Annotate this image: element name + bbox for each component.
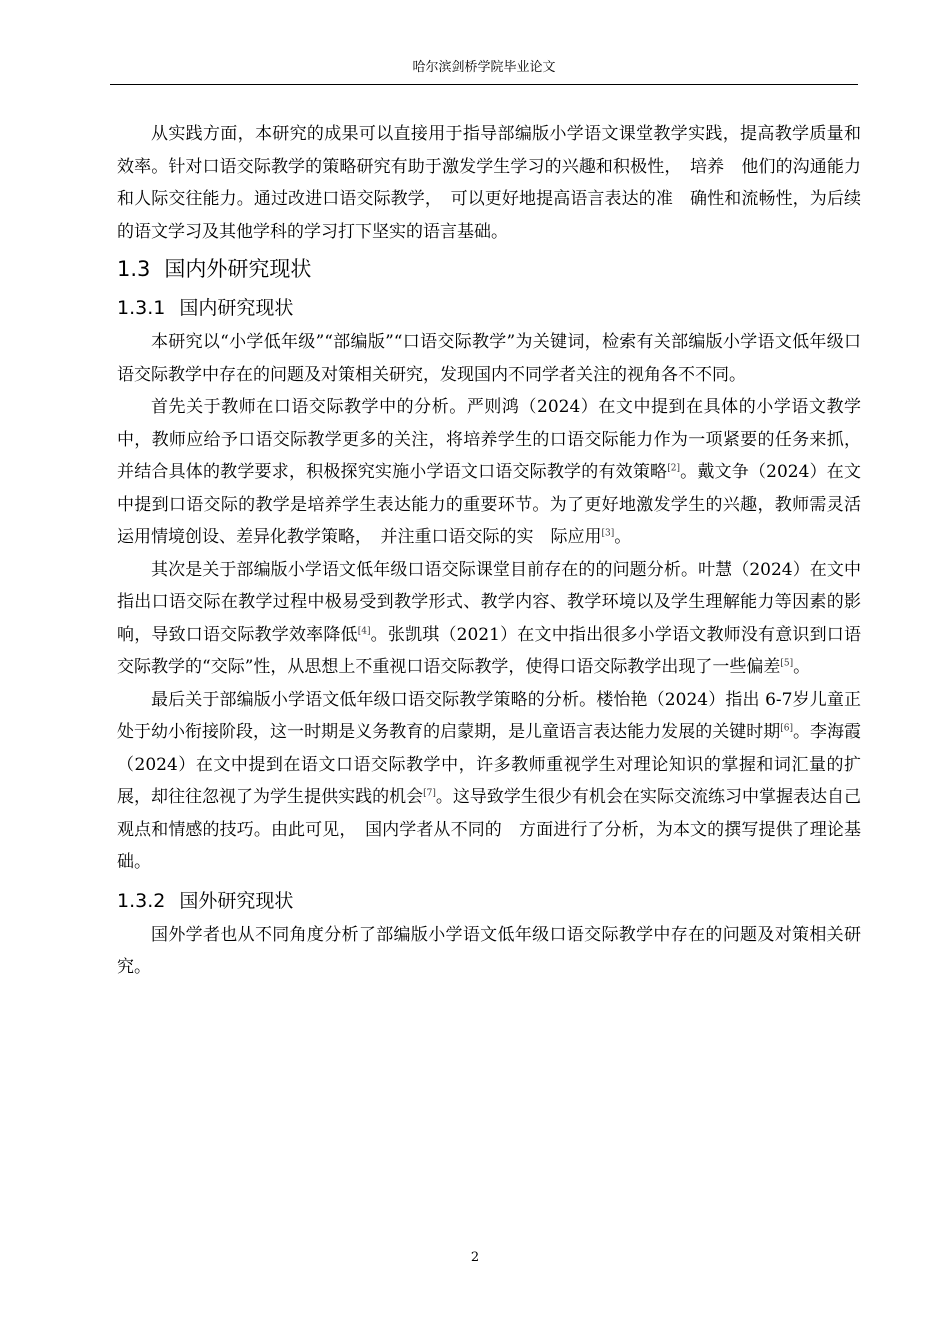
heading-number: 1.3.1: [117, 297, 166, 319]
paragraph-strategy-analysis: [117, 684, 861, 879]
heading-title: 国内外研究现状: [164, 257, 312, 281]
citation-ref-2: [2]: [667, 463, 680, 474]
citation-ref-3: [3]: [601, 528, 615, 539]
page-header-title: 哈尔滨剑桥学院毕业论文: [412, 60, 556, 75]
paragraph-domestic-intro: 本研究以“小学低年级”“部编版”“口语交际教学”为关键词，检索有关部编版小学语文低年级口语交际教学中存在的问题及对策相关研究，发现国内不同学者关注的视角各不不同。: [117, 332, 861, 385]
heading-1-3-2: [117, 885, 861, 917]
heading-1-3-1: [117, 292, 861, 324]
document-body: [117, 118, 861, 984]
paragraph-teacher-analysis: [117, 391, 861, 554]
text-run: 首先关于教师在口语交际教学中的分析。严则鸿（2024）在文中提到在具体的小学语文教学中，教师应给予口语交际教学更多的关注，将培养学生的口语交际能力作为一项紧要的任务来抓，并结合具体的教学要求，积极探究实施小学语文口语交际教学的有效策略: [117, 397, 861, 482]
heading-number: 1.3.2: [117, 889, 166, 912]
page-number: 2: [470, 1250, 480, 1265]
heading-title: 国内研究现状: [179, 297, 294, 319]
text-run: 。这导致学生很少有机会在实际交流练习中掌握表达自己观点和情感的技巧。由此可见， 国内学者从不同的 方面进行了分析，为本文的撰写提供了理论基础。: [117, 787, 862, 872]
heading-1-3: [117, 252, 861, 286]
heading-number: 1.3: [117, 257, 151, 281]
text-run: 其次是关于部编版小学语文低年级口语交际课堂目前存在的的问题分析。叶慧（2024）在文中指出口语交际在教学过程中极易受到教学形式、教学内容、教学环境以及学生理解能力等因素的影响，导致口语交际教学效率降低: [117, 559, 861, 645]
citation-ref-5: [5]: [780, 658, 794, 669]
text-run: 。: [793, 657, 811, 677]
citation-ref-4: [4]: [357, 625, 371, 636]
heading-title: 国外研究现状: [179, 889, 294, 912]
text-run: 。戴文争（2024）在文中提到口语交际的教学是培养学生表达能力的重要环节。为了更好地激发学生的兴趣，教师需灵活运用情境创设、差异化教学策略， 并注重口语交际的实 际应用: [117, 462, 862, 547]
paragraph-foreign-intro: 国外学者也从不同角度分析了部编版小学语文低年级口语交际教学中存在的问题及对策相关研究。: [117, 924, 861, 977]
paragraph-problem-analysis: [117, 554, 861, 684]
citation-ref-7: [7]: [423, 788, 436, 799]
paragraph-practice: 从实践方面，本研究的成果可以直接用于指导部编版小学语文课堂教学实践，提高教学质量和效率。针对口语交际教学的策略研究有助于激发学生学习的兴趣和积极性， 培养 他们的沟通能力和人际交往能力。通过改进口语交际教学， 可以更好地提高语言表达的准 确性和流畅性，为后续的语文学习及其他学科的学习打下坚实的语言基础。: [117, 124, 861, 242]
text-run: 最后关于部编版小学语文低年级口语交际教学策略的分析。楼怡艳（2024）指出 6-7岁儿童正处于幼小衔接阶段，这一时期是义务教育的启蒙期，是儿童语言表达能力发展的关键时期: [117, 689, 861, 742]
header-divider: [110, 84, 858, 85]
text-run: 。: [614, 527, 632, 547]
text-run: 。张凯琪（2021）在文中指出很多小学语文教师没有意识到口语交际教学的“交际”性，从思想上不重视口语交际教学，使得口语交际教学出现了一些偏差: [117, 624, 862, 677]
text-run: 。李海霞（2024）在文中提到在语文口语交际教学中，许多教师重视学生对理论知识的掌握和词汇量的扩展，却往往忽视了为学生提供实践的机会: [117, 722, 862, 807]
citation-ref-6: [6]: [780, 723, 793, 734]
